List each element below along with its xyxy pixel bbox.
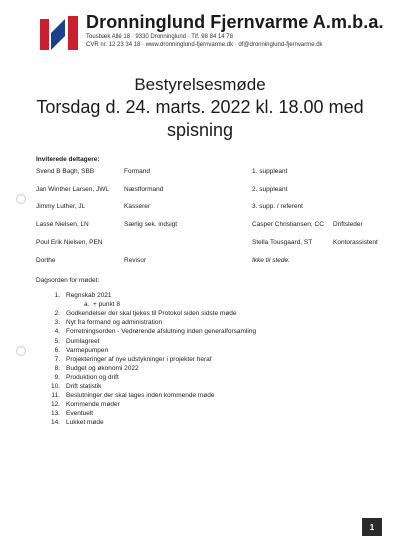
agenda-item: 8. Budget og økonomi 2022 — [54, 365, 139, 372]
page-number: 1 — [362, 518, 382, 536]
attendee-role: Særlig sek. indsigt — [124, 221, 178, 228]
agenda-item: 6. Varmepumpen — [54, 347, 109, 354]
attendee-name: Lasse Nielsen, LN — [36, 221, 89, 228]
agenda-item: 11. Beslutninger der skal tages inden kommende møde — [51, 392, 215, 399]
attendee-grid — [36, 168, 378, 264]
meeting-title: Bestyrelsesmøde — [134, 75, 266, 94]
punch-hole-icon — [16, 194, 26, 204]
invited-label: Inviterede deltagere: — [36, 156, 100, 163]
other-name: 1. suppleant — [252, 168, 288, 175]
agenda-label: Dagsorden for mødet: — [36, 277, 100, 284]
attendee-role: Næstformand — [124, 186, 164, 193]
agenda-item: 10. Drift statistik — [50, 383, 102, 390]
agenda-item: 4. Forretningsorden - Vedrørende afslutning inden generalforsamling — [54, 328, 257, 335]
other-name: 2. suppleant — [252, 186, 288, 193]
agenda-subitem: a. + punkt 8 — [84, 301, 120, 308]
attendee-name: Poul Erik Nielsen, PEN — [36, 239, 103, 246]
absent-note: Ikke til stede. — [252, 257, 290, 264]
punch-hole-icon — [16, 346, 26, 356]
agenda-item: 2. Godkendelser der skal tjekes til Protokol siden sidste møde — [54, 310, 237, 317]
agenda-item: 5. Dumlagreet — [54, 338, 100, 345]
meeting-date-cont: spisning — [166, 120, 234, 140]
agenda-item: 3. Nyt fra formand og administration — [54, 319, 163, 326]
attendee-name: Svend B Bagh, SBB — [36, 168, 95, 175]
agenda-item: 12. Kommende møder — [50, 401, 120, 408]
company-address: Tousbæk Allé 18 · 9330 Dronninglund · Tlf. 98 84 14 78 — [86, 34, 233, 40]
company-logo-icon — [39, 15, 81, 51]
attendee-role: Revisor — [124, 257, 147, 264]
attendee-name: Jimmy Luther, JL — [36, 203, 86, 210]
other-name: 3. supp. / referent — [252, 203, 303, 210]
other-name: Casper Christiansen, CC — [252, 221, 324, 228]
meeting-date: Torsdag d. 24. marts. 2022 kl. 18.00 med — [36, 97, 364, 117]
agenda-item: 13. Eventuelt — [50, 410, 94, 417]
attendee-role: Formand — [124, 168, 151, 175]
agenda-item: 9. Produktion og drift — [54, 374, 119, 381]
other-role: Driftsleder — [333, 221, 363, 228]
other-role: Kontorassistent — [333, 239, 378, 246]
attendee-name: Jan Winther Larsen, JWL — [36, 186, 109, 193]
company-name: Dronninglund Fjernvarme A.m.b.a. — [86, 12, 384, 32]
attendee-name: Dorthe — [36, 257, 56, 264]
agenda-item: 1. Regnskab 2021 — [54, 292, 112, 299]
company-contact: CVR nr. 12 23 34 18 · www.dronninglund-fjernvarme.dk · df@dronninglund-fjernvarme.dk — [86, 42, 323, 48]
agenda-item: 14. Lukket møde — [50, 419, 104, 426]
agenda-item: 7. Projekteringer af nye udstykninger i projekter heraf — [54, 356, 212, 363]
attendee-role: Kasserer — [124, 203, 151, 210]
other-name: Stella Tousgaard, ST — [252, 239, 313, 246]
